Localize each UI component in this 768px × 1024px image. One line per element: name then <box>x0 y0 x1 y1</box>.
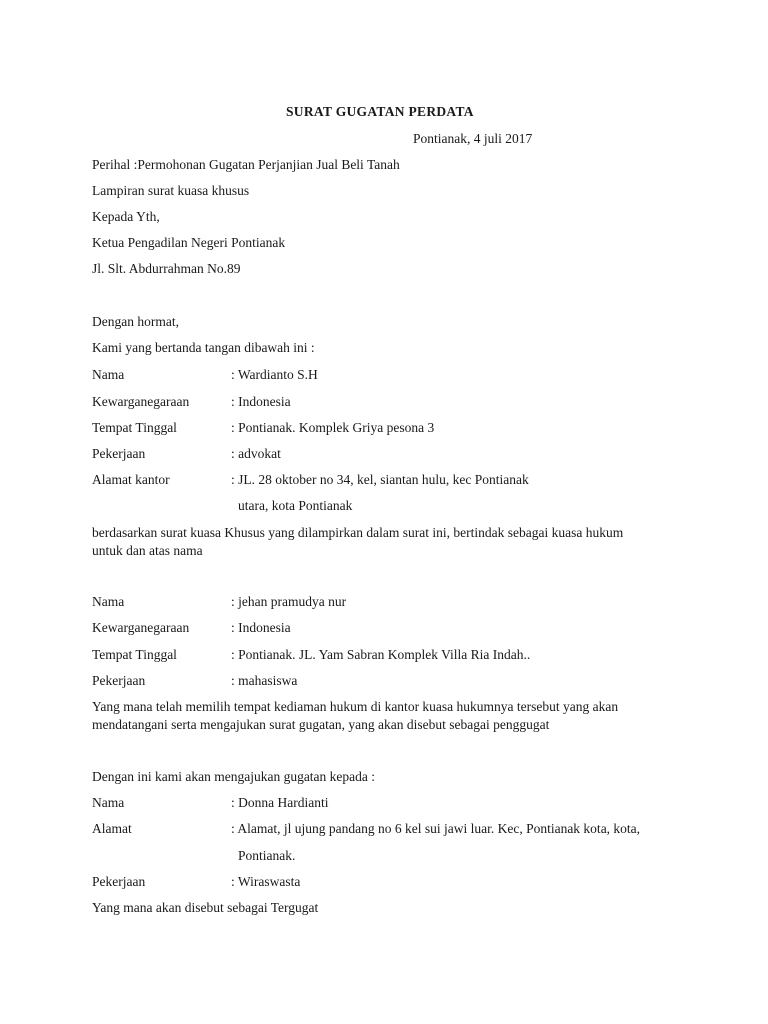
defendant-address-value: : Alamat, jl ujung pandang no 6 kel sui jawi luar. Kec, Pontianak kota, kota, <box>231 821 641 836</box>
lawyer-name-value: : Wardianto S.H <box>231 367 318 382</box>
tergugat-line: Yang mana akan disebut sebagai Tergugat <box>92 900 319 915</box>
client-occupation-label: Pekerjaan <box>92 673 146 688</box>
penggugat-paragraph-line2: mendatangani serta mengajukan surat gugatan, yang akan disebut sebagai penggugat <box>92 717 550 732</box>
document-title: SURAT GUGATAN PERDATA <box>286 104 474 119</box>
client-residence-value: : Pontianak. JL. Yam Sabran Komplek Villa Ria Indah.. <box>231 647 531 662</box>
kuasa-paragraph-line1: berdasarkan surat kuasa Khusus yang dilampirkan dalam surat ini, bertindak sebagai kuasa hukum <box>92 525 624 540</box>
lawyer-office-value-continued: utara, kota Pontianak <box>238 498 353 513</box>
lawyer-citizenship-value: : Indonesia <box>231 394 291 409</box>
defendant-occupation-label: Pekerjaan <box>92 874 146 889</box>
lawyer-residence-value: : Pontianak. Komplek Griya pesona 3 <box>231 420 435 435</box>
client-occupation-value: : mahasiswa <box>231 673 298 688</box>
defendant-name-label: Nama <box>92 795 125 810</box>
recipient-address: Jl. Slt. Abdurrahman No.89 <box>92 261 241 276</box>
client-citizenship-label: Kewarganegaraan <box>92 620 190 635</box>
lawyer-residence-label: Tempat Tinggal <box>92 420 177 435</box>
gugatan-intro: Dengan ini kami akan mengajukan gugatan kepada : <box>92 769 376 784</box>
salutation-to: Kepada Yth, <box>92 209 160 224</box>
lawyer-office-value: : JL. 28 oktober no 34, kel, siantan hulu, kec Pontianak <box>231 472 529 487</box>
client-name-value: : jehan pramudya nur <box>231 594 347 609</box>
defendant-address-label: Alamat <box>92 821 132 836</box>
client-citizenship-value: : Indonesia <box>231 620 291 635</box>
kuasa-paragraph-line2: untuk dan atas nama <box>92 543 203 558</box>
place-date: Pontianak, 4 juli 2017 <box>413 131 533 146</box>
lawyer-name-label: Nama <box>92 367 125 382</box>
intro-text: Kami yang bertanda tangan dibawah ini : <box>92 340 315 355</box>
recipient: Ketua Pengadilan Negeri Pontianak <box>92 235 286 250</box>
lawyer-office-label: Alamat kantor <box>92 472 170 487</box>
lawyer-occupation-value: : advokat <box>231 446 281 461</box>
defendant-occupation-value: : Wiraswasta <box>231 874 301 889</box>
client-residence-label: Tempat Tinggal <box>92 647 177 662</box>
penggugat-paragraph-line1: Yang mana telah memilih tempat kediaman hukum di kantor kuasa hukumnya tersebut yang akan <box>92 699 619 714</box>
client-name-label: Nama <box>92 594 125 609</box>
lampiran: Lampiran surat kuasa khusus <box>92 183 250 198</box>
lawyer-occupation-label: Pekerjaan <box>92 446 146 461</box>
greeting: Dengan hormat, <box>92 314 179 329</box>
perihal: Perihal :Permohonan Gugatan Perjanjian Jual Beli Tanah <box>92 157 400 172</box>
lawyer-citizenship-label: Kewarganegaraan <box>92 394 190 409</box>
defendant-name-value: : Donna Hardianti <box>231 795 329 810</box>
defendant-address-value-continued: Pontianak. <box>238 848 296 863</box>
